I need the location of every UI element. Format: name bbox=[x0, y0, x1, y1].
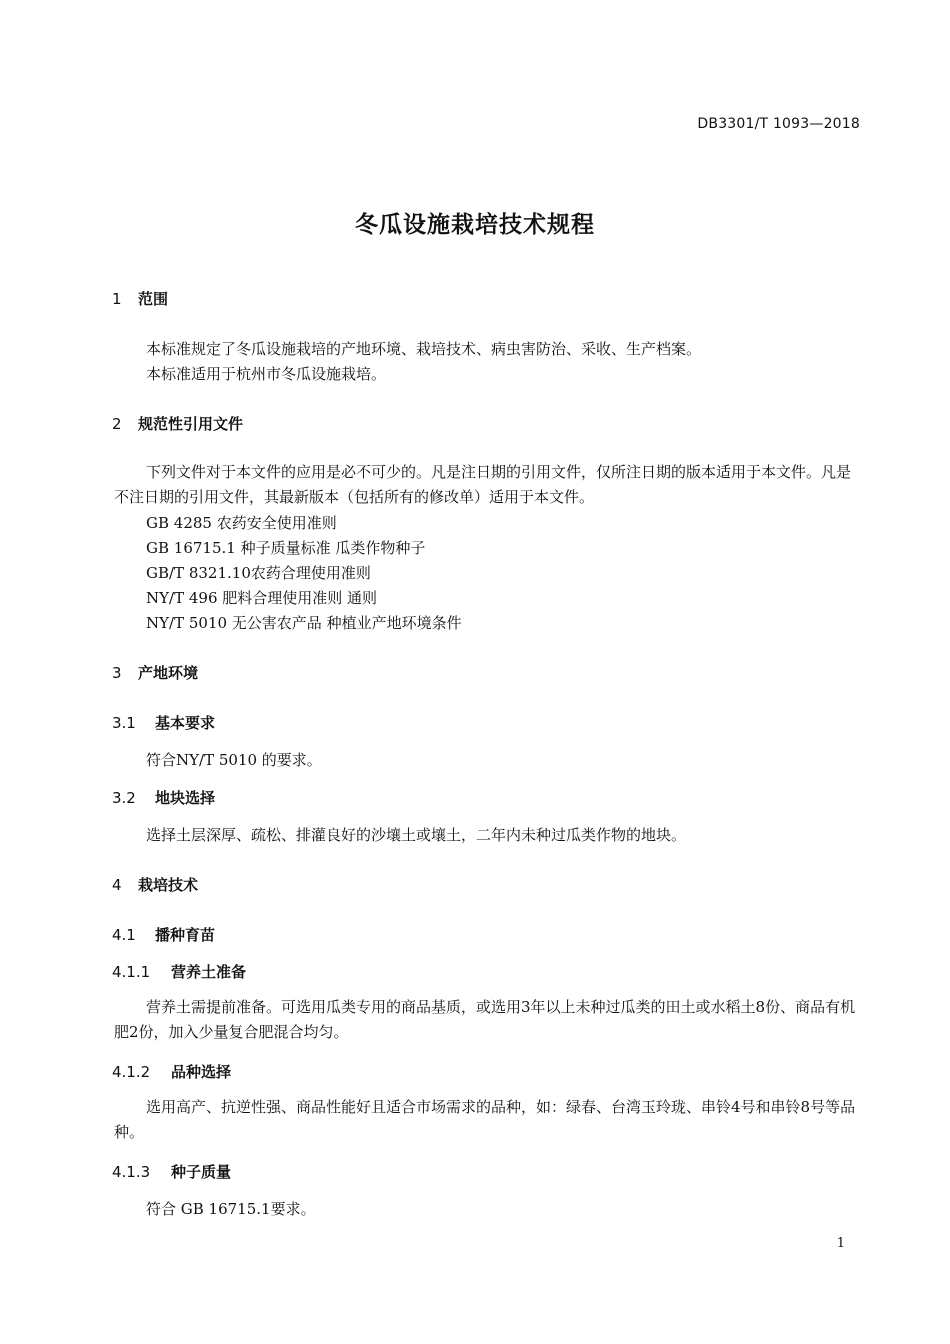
reference-item: GB 4285 农药安全使用准则 bbox=[146, 514, 337, 532]
section-number: 1 bbox=[112, 290, 122, 308]
paragraph: 符合 GB 16715.1要求。 bbox=[146, 1200, 316, 1218]
section-title: 范围 bbox=[138, 290, 169, 308]
paragraph: 选用高产、抗逆性强、商品性能好且适合市场需求的品种，如：绿春、台湾玉玲珑、串铃4号和串铃8号等品种。 bbox=[114, 1098, 856, 1141]
reference-item: GB/T 8321.10农药合理使用准则 bbox=[146, 564, 371, 582]
section-title: 栽培技术 bbox=[138, 876, 199, 894]
section-title: 营养土准备 bbox=[171, 963, 247, 981]
reference-item: GB 16715.1 种子质量标准 瓜类作物种子 bbox=[146, 539, 426, 557]
page-number: 1 bbox=[836, 1236, 845, 1251]
reference-item: NY/T 496 肥料合理使用准则 通则 bbox=[146, 589, 378, 607]
section-title: 产地环境 bbox=[138, 664, 199, 682]
section-heading bbox=[112, 288, 168, 309]
section-title: 品种选择 bbox=[171, 1063, 232, 1081]
section-heading bbox=[112, 413, 243, 434]
section-title: 种子质量 bbox=[171, 1163, 232, 1181]
section-number: 3.1 bbox=[112, 714, 136, 732]
document-title: 冬瓜设施栽培技术规程 bbox=[355, 212, 595, 238]
section-heading bbox=[112, 874, 198, 895]
section-title: 基本要求 bbox=[155, 714, 216, 732]
section-heading bbox=[112, 662, 198, 683]
paragraph: 本标准适用于杭州市冬瓜设施栽培。 bbox=[146, 365, 387, 383]
subsection-heading bbox=[112, 924, 215, 945]
section-title: 播种育苗 bbox=[155, 926, 216, 944]
paragraph: 下列文件对于本文件的应用是必不可少的。凡是注日期的引用文件，仅所注日期的版本适用于本文件。凡是不注日期的引用文件，其最新版本（包括所有的修改单）适用于本文件。 bbox=[114, 463, 852, 506]
section-number: 2 bbox=[112, 415, 122, 433]
paragraph: 本标准规定了冬瓜设施栽培的产地环境、栽培技术、病虫害防治、采收、生产档案。 bbox=[146, 340, 702, 358]
section-number: 4.1 bbox=[112, 926, 136, 944]
section-number: 4.1.2 bbox=[112, 1063, 151, 1081]
section-number: 3 bbox=[112, 664, 122, 682]
subsection-heading bbox=[112, 961, 246, 982]
section-number: 4.1.3 bbox=[112, 1163, 151, 1181]
section-number: 3.2 bbox=[112, 789, 136, 807]
paragraph: 营养土需提前准备。可选用瓜类专用的商品基质，或选用3年以上未种过瓜类的田土或水稻土8份、商品有机肥2份，加入少量复合肥混合均匀。 bbox=[114, 998, 856, 1041]
section-title: 地块选择 bbox=[155, 789, 216, 807]
subsection-heading bbox=[112, 787, 215, 808]
subsection-heading bbox=[112, 1061, 231, 1082]
section-number: 4 bbox=[112, 876, 122, 894]
subsection-heading bbox=[112, 1161, 231, 1182]
reference-item: NY/T 5010 无公害农产品 种植业产地环境条件 bbox=[146, 614, 462, 632]
document-code: DB3301/T 1093—2018 bbox=[697, 116, 860, 132]
paragraph: 选择土层深厚、疏松、排灌良好的沙壤土或壤土，二年内未种过瓜类作物的地块。 bbox=[146, 826, 687, 844]
section-title: 规范性引用文件 bbox=[138, 415, 244, 433]
paragraph: 符合NY/T 5010 的要求。 bbox=[146, 751, 322, 769]
subsection-heading bbox=[112, 712, 215, 733]
section-number: 4.1.1 bbox=[112, 963, 151, 981]
